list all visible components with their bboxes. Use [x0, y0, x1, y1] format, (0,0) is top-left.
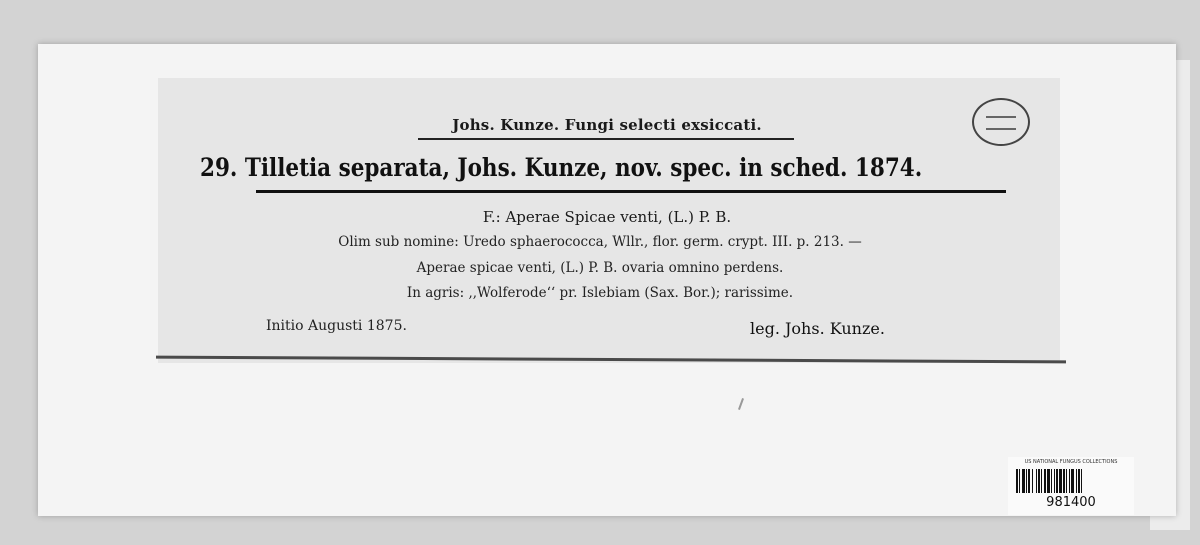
body-line-1: Olim sub nomine: Uredo sphaerococca, Wllr., flor. germ. crypt. III. p. 213. — — [338, 234, 862, 250]
body-line-2: Aperae spicae venti, (L.) P. B. ovaria omnino perdens. — [416, 260, 784, 276]
body-line-3: In agris: ,,Wolferode‘‘ pr. Islebiam (Sax. Bor.); rarissime. — [406, 285, 794, 301]
species-name-underline — [256, 190, 1006, 193]
collection-date: Initio Augusti 1875. — [266, 318, 407, 334]
barcode-bars — [1016, 469, 1126, 493]
collector: leg. Johs. Kunze. — [750, 319, 885, 338]
barcode-label — [1008, 457, 1134, 515]
series-title: Johs. Kunze. Fungi selecti exsiccati. — [452, 116, 762, 134]
species-name: 29. Tilletia separata, Johs. Kunze, nov. spec. in sched. 1874. — [200, 153, 923, 182]
series-title-underline — [418, 138, 794, 140]
barcode-bar — [1082, 469, 1084, 493]
barcode-number: 981400 — [1046, 495, 1096, 510]
barcode-caption: US NATIONAL FUNGUS COLLECTIONS — [1024, 459, 1118, 465]
host-line: F.: Aperae Spicae venti, (L.) P. B. — [482, 208, 732, 226]
